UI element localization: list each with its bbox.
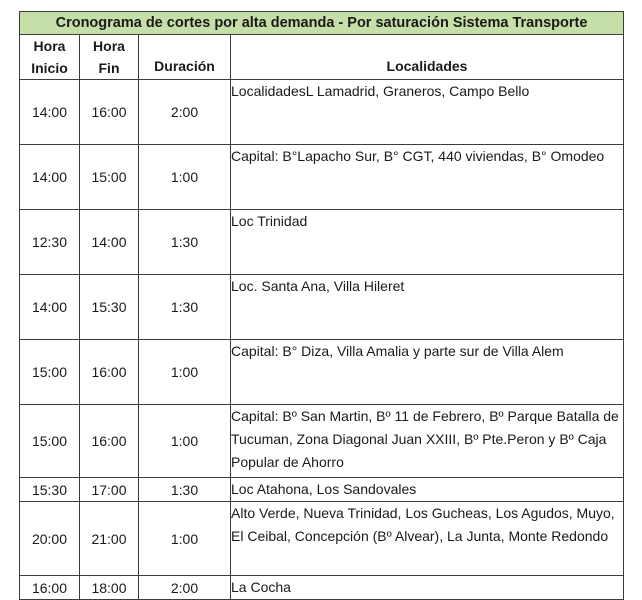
table-row bbox=[20, 576, 624, 600]
cell-localidades: Loc. Santa Ana, Villa Hileret bbox=[231, 275, 624, 340]
cell-duracion: 1:30 bbox=[139, 478, 231, 502]
cell-hora-fin: 21:00 bbox=[80, 502, 139, 576]
cell-localidades: Alto Verde, Nueva Trinidad, Los Gucheas, Los Agudos, Muyo, El Ceibal, Concepción (Bº Alvear), La Junta, Monte Redondo bbox=[231, 502, 624, 576]
cell-hora-inicio: 14:00 bbox=[20, 145, 80, 210]
table-row bbox=[20, 145, 624, 210]
cell-localidades: Capital: Bº San Martin, Bº 11 de Febrero, Bº Parque Batalla de Tucuman, Zona Diagonal Juan XXIII, Bº Pte.Peron y Bº Caja Popular de Ahorro bbox=[231, 405, 624, 478]
header-hora-inicio-line2: Inicio bbox=[31, 60, 68, 76]
cell-hora-fin: 16:00 bbox=[80, 340, 139, 405]
cell-hora-inicio: 15:00 bbox=[20, 340, 80, 405]
cell-hora-fin: 15:00 bbox=[80, 145, 139, 210]
cell-duracion: 1:30 bbox=[139, 210, 231, 275]
cell-hora-inicio: 20:00 bbox=[20, 502, 80, 576]
schedule-container bbox=[19, 11, 623, 600]
table-row bbox=[20, 275, 624, 340]
cell-duracion: 1:30 bbox=[139, 275, 231, 340]
cell-duracion: 1:00 bbox=[139, 145, 231, 210]
cell-localidades: La Cocha bbox=[231, 576, 624, 600]
cell-hora-inicio: 15:00 bbox=[20, 405, 80, 478]
cell-duracion: 2:00 bbox=[139, 576, 231, 600]
schedule-table bbox=[19, 11, 624, 600]
table-title: Cronograma de cortes por alta demanda - Por saturación Sistema Transporte bbox=[20, 12, 624, 35]
cell-hora-fin: 18:00 bbox=[80, 576, 139, 600]
cell-hora-fin: 16:00 bbox=[80, 80, 139, 145]
table-row bbox=[20, 502, 624, 576]
table-row bbox=[20, 478, 624, 502]
cell-localidades: LocalidadesL Lamadrid, Graneros, Campo Bello bbox=[231, 80, 624, 145]
cell-hora-inicio: 14:00 bbox=[20, 275, 80, 340]
cell-duracion: 1:00 bbox=[139, 405, 231, 478]
table-row bbox=[20, 80, 624, 145]
table-row bbox=[20, 405, 624, 478]
header-hora-fin-line2: Fin bbox=[98, 60, 120, 76]
cell-duracion: 1:00 bbox=[139, 340, 231, 405]
cell-hora-fin: 16:00 bbox=[80, 405, 139, 478]
cell-hora-inicio: 12:30 bbox=[20, 210, 80, 275]
header-hora-inicio-line1: Hora bbox=[33, 38, 66, 54]
cell-localidades: Capital: B°Lapacho Sur, B° CGT, 440 viviendas, B° Omodeo bbox=[231, 145, 624, 210]
header-duracion: Duración bbox=[139, 35, 231, 80]
cell-hora-fin: 15:30 bbox=[80, 275, 139, 340]
table-row bbox=[20, 340, 624, 405]
header-hora-fin bbox=[80, 35, 139, 80]
cell-hora-inicio: 14:00 bbox=[20, 80, 80, 145]
cell-hora-inicio: 16:00 bbox=[20, 576, 80, 600]
cell-localidades: Loc Trinidad bbox=[231, 210, 624, 275]
header-localidades: Localidades bbox=[231, 35, 624, 80]
cell-duracion: 1:00 bbox=[139, 502, 231, 576]
table-row bbox=[20, 210, 624, 275]
header-hora-inicio bbox=[20, 35, 80, 80]
cell-hora-inicio: 15:30 bbox=[20, 478, 80, 502]
header-hora-fin-line1: Hora bbox=[93, 38, 125, 54]
cell-duracion: 2:00 bbox=[139, 80, 231, 145]
cell-localidades: Loc Atahona, Los Sandovales bbox=[231, 478, 624, 502]
cell-hora-fin: 14:00 bbox=[80, 210, 139, 275]
cell-localidades: Capital: B° Diza, Villa Amalia y parte sur de Villa Alem bbox=[231, 340, 624, 405]
cell-hora-fin: 17:00 bbox=[80, 478, 139, 502]
